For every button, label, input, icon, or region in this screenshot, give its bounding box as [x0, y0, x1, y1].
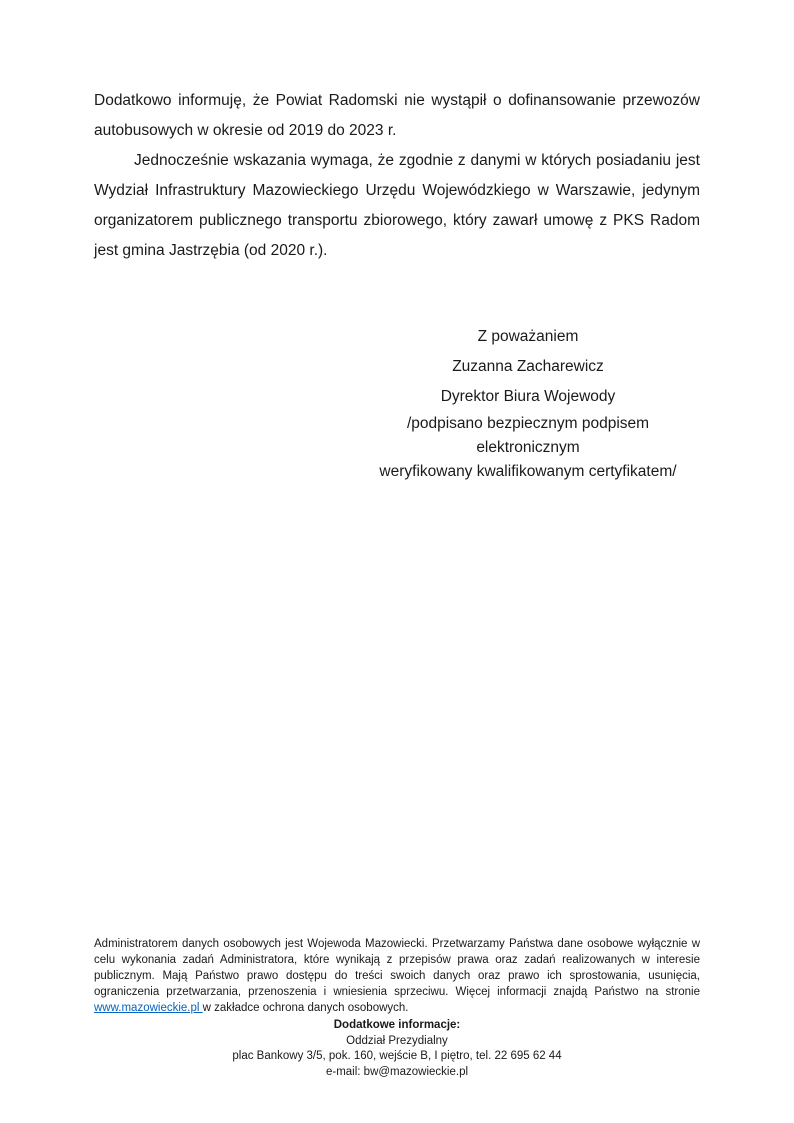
department-line: Oddział Prezydialny [346, 1034, 448, 1047]
signature-block [360, 322, 696, 484]
privacy-text-after: w zakładce ochrona danych osobowych. [202, 1002, 409, 1014]
privacy-notice [94, 936, 700, 1016]
body-paragraph-2: Jednocześnie wskazania wymaga, że zgodnie z danymi w których posiadaniu jest Wydział Infrastruktury Mazowieckiego Urzędu Wojewódzkiego w Warszawie, jedynym organizatorem publicznego transportu zbiorowego, który zawarł umowę z PKS Radom jest gmina Jastrzębia (od 2020 r.). [94, 152, 700, 259]
closing-phrase: Z poważaniem [477, 328, 579, 345]
mazowieckie-link[interactable]: www.mazowieckie.pl [94, 1002, 203, 1014]
signatory-title: Dyrektor Biura Wojewody [440, 388, 616, 405]
privacy-text-before: Administratorem danych osobowych jest Wojewoda Mazowiecki. Przetwarzamy Państwa dane osobowe wyłącznie w celu wykonania zadań Administratora, które wynikają z przepisów prawa oraz zadań realizowanych w interesie publicznym. Mają Państwo prawo dostępu do treści swoich danych oraz prawo ich sprostowania, usunięcia, ograniczenia przetwarzania, przenoszenia i wniesienia sprzeciwu. Więcej informacji znajdą Państwo na stronie [94, 938, 700, 998]
email-line: e-mail: bw@mazowieckie.pl [325, 1065, 469, 1078]
page-footer [94, 936, 700, 1080]
esignature-note [360, 412, 696, 484]
letter-body [0, 0, 794, 484]
body-paragraph-1: Dodatkowo informuję, że Powiat Radomski nie wystąpił o dofinansowanie przewozów autobusowych w okresie od 2019 do 2023 r. [94, 92, 700, 139]
contact-info-block [94, 1018, 700, 1080]
esignature-note-line-1: /podpisano bezpiecznym podpisem elektronicznym [406, 415, 650, 456]
additional-info-heading: Dodatkowe informacje: [333, 1019, 461, 1031]
signatory-name: Zuzanna Zacharewicz [452, 358, 604, 375]
address-line: plac Bankowy 3/5, pok. 160, wejście B, I piętro, tel. 22 695 62 44 [232, 1050, 562, 1062]
esignature-note-line-2: weryfikowany kwalifikowanym certyfikatem/ [379, 463, 677, 480]
